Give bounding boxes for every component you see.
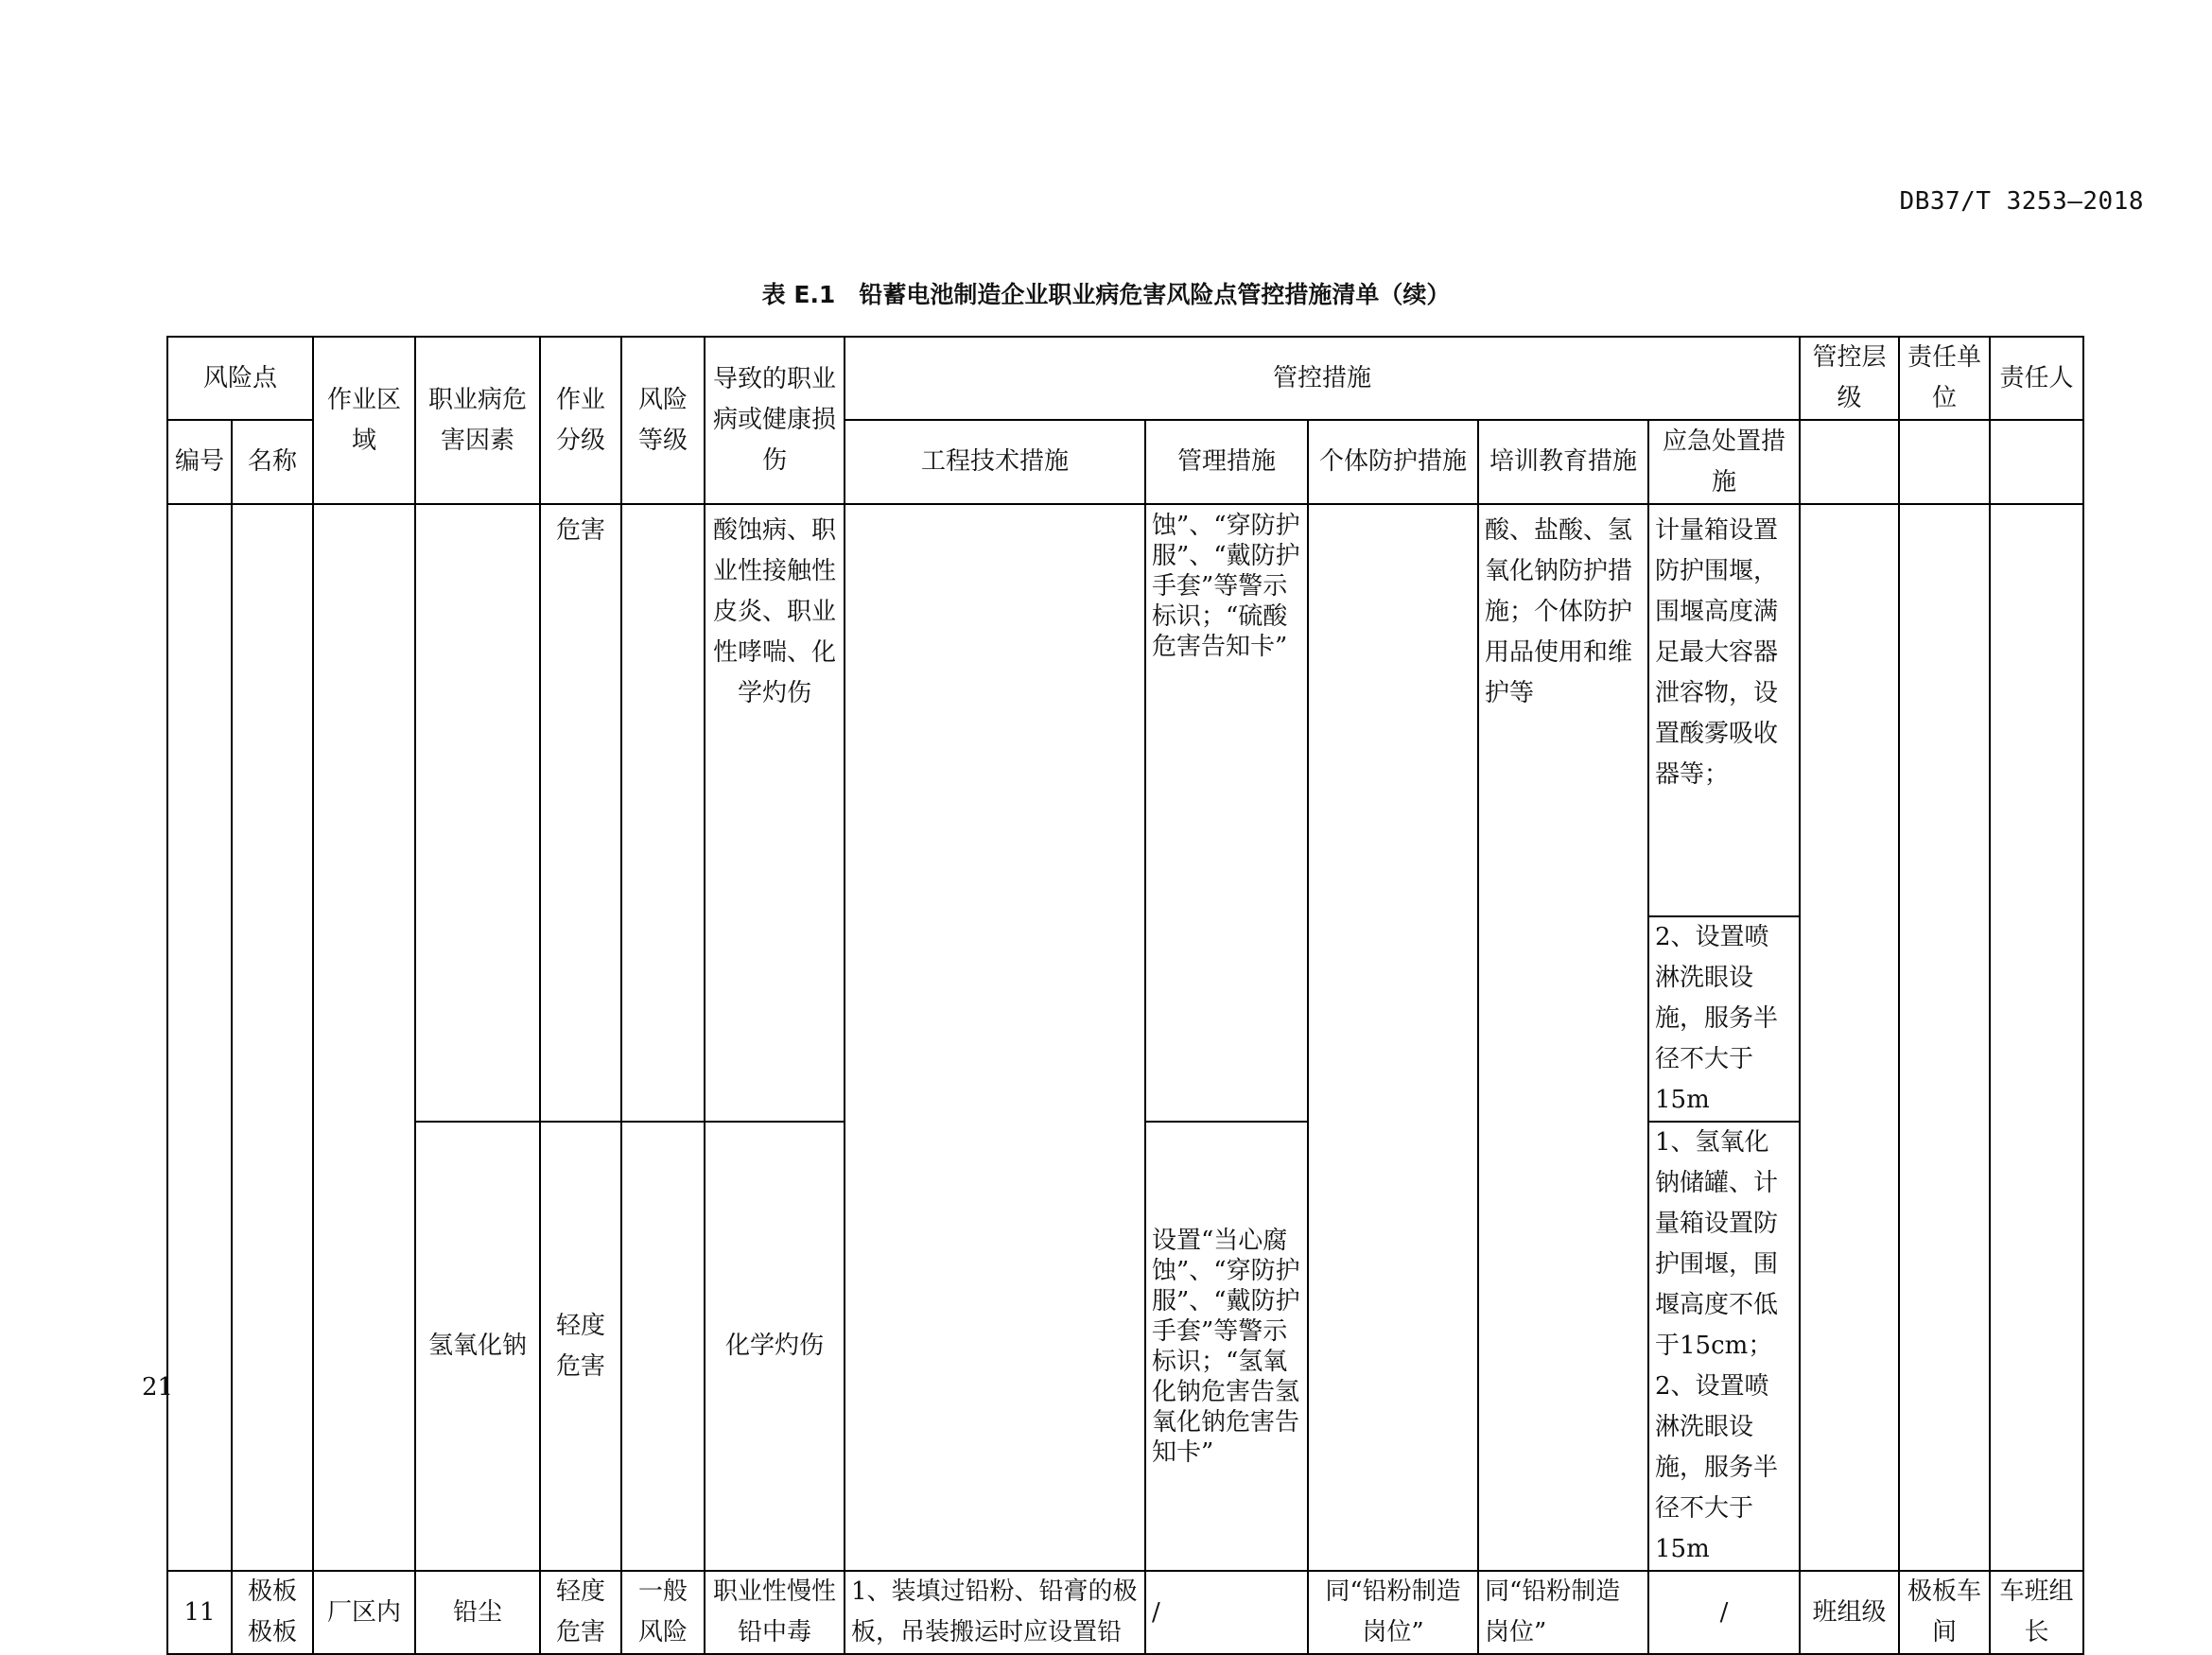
cell-emergency-part1: 计量箱设置防护围堰，围堰高度满足最大容器泄容物，设置酸雾吸收器等； xyxy=(1648,504,1800,916)
cell-name: 极板极板 xyxy=(232,1571,313,1654)
cell-risk-level: 一般风险 xyxy=(621,1571,705,1654)
header-risk-level: 风险等级 xyxy=(621,337,705,504)
cell-hazard-factor: 铅尘 xyxy=(415,1571,540,1654)
header-responsible-person: 责任人 xyxy=(1990,337,2083,420)
cell-management: 设置“当心腐蚀”、“穿防护服”、“戴防护手套”等警示标识；“氢氧化钠危害告氢氧化钠危害告知卡” xyxy=(1145,1122,1308,1571)
cell-responsible-unit: 极板车间 xyxy=(1899,1571,1990,1654)
empty-cell xyxy=(1990,420,2083,504)
header-name: 名称 xyxy=(232,420,313,504)
cell-management: / xyxy=(1145,1571,1308,1654)
cell-control-level-continued xyxy=(1800,504,1899,1571)
cell-ppe: 同“铅粉制造岗位” xyxy=(1308,1571,1478,1654)
table-caption: 表 E.1 铅蓄电池制造企业职业病危害风险点管控措施清单（续） xyxy=(761,281,1451,308)
cell-work-grade: 轻度危害 xyxy=(540,1571,621,1654)
header-risk-point: 风险点 xyxy=(167,337,313,420)
cell-emergency-part2: 2、设置喷淋洗眼设施，服务半径不大于 15m xyxy=(1648,916,1800,1122)
cell-hazard-factor-continued xyxy=(415,504,540,1122)
header-emergency: 应急处置措施 xyxy=(1648,420,1800,504)
cell-disease: 化学灼伤 xyxy=(705,1122,845,1571)
header-control-measures: 管控措施 xyxy=(845,337,1800,420)
cell-work-grade: 危害 xyxy=(540,504,621,1122)
cell-management: 蚀”、“穿防护服”、“戴防护手套”等警示标识；“硫酸危害告知卡” xyxy=(1145,504,1308,1122)
cell-engineering-continued xyxy=(845,504,1145,1571)
document-id: DB37/T 3253—2018 xyxy=(1899,187,2144,216)
emergency-part2: 2、设置喷淋洗眼设施，服务半径不大于 15m xyxy=(1655,1372,1779,1563)
header-responsible-unit: 责任单位 xyxy=(1899,337,1990,420)
cell-work-area: 厂区内 xyxy=(313,1571,415,1654)
cell-responsible-person: 车班组长 xyxy=(1990,1571,2083,1654)
header-training: 培训教育措施 xyxy=(1478,420,1648,504)
cell-work-area-continued xyxy=(313,504,415,1571)
header-control-level: 管控层级 xyxy=(1800,337,1899,420)
empty-cell xyxy=(1899,420,1990,504)
cell-emergency: / xyxy=(1648,1571,1800,1654)
header-hazard-factor: 职业病危害因素 xyxy=(415,337,540,504)
cell-emergency xyxy=(1648,1122,1800,1571)
cell-risk-level-empty xyxy=(621,1122,705,1571)
risk-control-table xyxy=(166,336,2084,1655)
cell-control-level: 班组级 xyxy=(1800,1571,1899,1654)
cell-number: 11 xyxy=(167,1571,232,1654)
header-work-area: 作业区域 xyxy=(313,337,415,504)
header-management: 管理措施 xyxy=(1145,420,1308,504)
header-number: 编号 xyxy=(167,420,232,504)
header-work-grade: 作业分级 xyxy=(540,337,621,504)
header-disease: 导致的职业病或健康损伤 xyxy=(705,337,845,504)
emergency-part1: 1、氢氧化钠储罐、计量箱设置防护围堰，围堰高度不低于15cm； xyxy=(1655,1128,1779,1360)
cell-disease: 酸蚀病、职业性接触性皮炎、职业性哮喘、化学灼伤 xyxy=(705,504,845,1122)
page-number: 21 xyxy=(142,1373,174,1402)
empty-cell xyxy=(1800,420,1899,504)
cell-work-grade: 轻度危害 xyxy=(540,1122,621,1571)
header-engineering: 工程技术措施 xyxy=(845,420,1145,504)
header-ppe: 个体防护措施 xyxy=(1308,420,1478,504)
cell-training: 同“铅粉制造岗位” xyxy=(1478,1571,1648,1654)
cell-training: 酸、盐酸、氢氧化钠防护措施；个体防护用品使用和维护等 xyxy=(1478,504,1648,1571)
cell-ppe-continued xyxy=(1308,504,1478,1571)
cell-risk-level-continued xyxy=(621,504,705,1122)
cell-number-continued xyxy=(167,504,232,1571)
cell-hazard-factor: 氢氧化钠 xyxy=(415,1122,540,1571)
cell-unit-continued xyxy=(1899,504,1990,1571)
cell-person-continued xyxy=(1990,504,2083,1571)
cell-engineering: 1、装填过铅粉、铅膏的极板，吊装搬运时应设置铅 xyxy=(845,1571,1145,1654)
cell-disease: 职业性慢性铅中毒 xyxy=(705,1571,845,1654)
cell-name-continued xyxy=(232,504,313,1571)
